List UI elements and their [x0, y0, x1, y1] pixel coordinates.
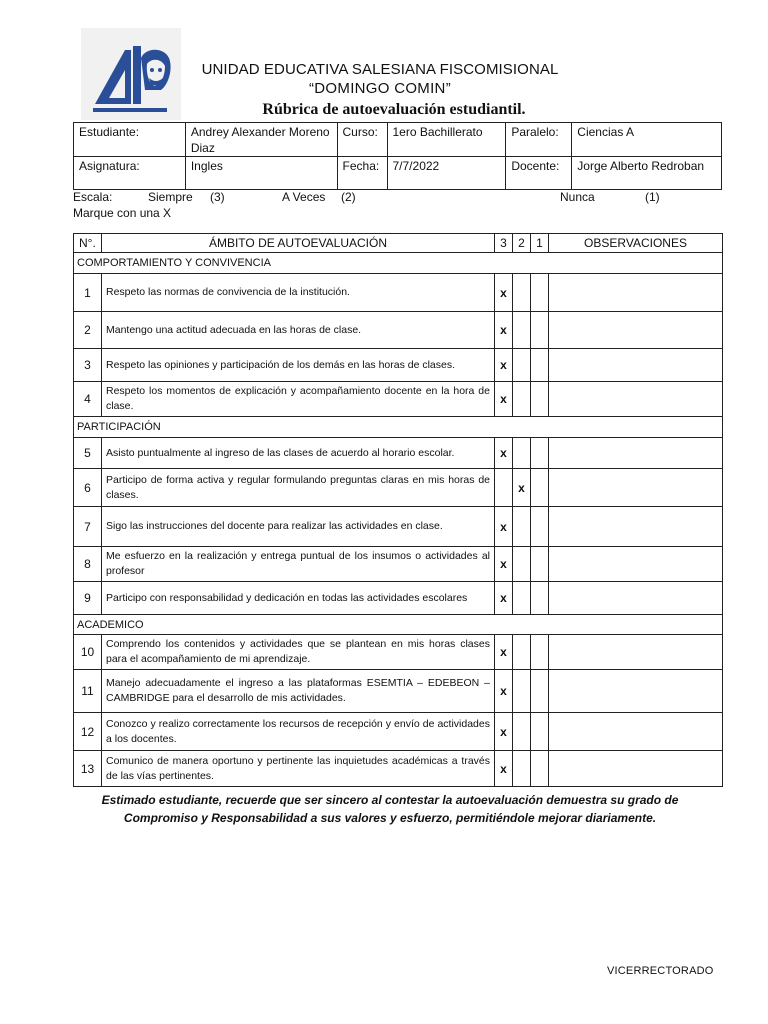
- observation-cell[interactable]: [549, 507, 723, 547]
- scale-instruction: Marque con una X: [73, 206, 172, 220]
- rubric-table: [73, 233, 723, 787]
- curso-value: 1ero Bachillerato: [387, 123, 506, 157]
- observation-cell[interactable]: [549, 274, 723, 312]
- mark-col-1[interactable]: [531, 469, 549, 507]
- mark-col-2[interactable]: [513, 274, 531, 312]
- mark-col-1[interactable]: [531, 713, 549, 751]
- item-statement: Participo con responsabilidad y dedicación en todas las actividades escolares: [102, 582, 495, 615]
- school-subname: “DOMINGO COMIN”: [309, 80, 451, 97]
- scale-aveces-value: (2): [341, 190, 356, 204]
- paralelo-value: Ciencias A: [572, 123, 722, 157]
- mark-col-3[interactable]: x: [495, 312, 513, 349]
- header-col-1: 1: [531, 234, 549, 253]
- header-observaciones: OBSERVACIONES: [549, 234, 723, 253]
- item-statement: Sigo las instrucciones del docente para realizar las actividades en clase.: [102, 507, 495, 547]
- mark-col-3[interactable]: x: [495, 751, 513, 787]
- mark-col-2[interactable]: x: [513, 469, 531, 507]
- item-statement: Respeto las normas de convivencia de la institución.: [102, 274, 495, 312]
- asignatura-label: Asignatura:: [74, 157, 186, 190]
- item-statement: Comprendo los contenidos y actividades que se plantean en mis horas clases para el acompañamiento de mi aprendizaje.: [102, 635, 495, 670]
- scale-aveces: A Veces: [282, 190, 326, 204]
- mark-col-3[interactable]: x: [495, 670, 513, 713]
- mark-col-3[interactable]: x: [495, 507, 513, 547]
- item-number: 13: [74, 751, 102, 787]
- rubric-row: [74, 507, 723, 547]
- item-number: 4: [74, 382, 102, 417]
- header-col-2: 2: [513, 234, 531, 253]
- scale-nunca-value: (1): [645, 190, 660, 204]
- item-number: 5: [74, 438, 102, 469]
- rubric-row: [74, 670, 723, 713]
- mark-col-1[interactable]: [531, 582, 549, 615]
- mark-col-1[interactable]: [531, 751, 549, 787]
- mark-col-1[interactable]: [531, 382, 549, 417]
- mark-col-3[interactable]: x: [495, 438, 513, 469]
- rubric-row: [74, 635, 723, 670]
- mark-col-1[interactable]: [531, 438, 549, 469]
- mark-col-3[interactable]: x: [495, 349, 513, 382]
- mark-col-2[interactable]: [513, 547, 531, 582]
- item-statement: Respeto las opiniones y participación de los demás en las horas de clases.: [102, 349, 495, 382]
- scale-siempre-value: (3): [210, 190, 225, 204]
- closing-note: [60, 791, 720, 827]
- rubric-row: [74, 382, 723, 417]
- mark-col-1[interactable]: [531, 312, 549, 349]
- observation-cell[interactable]: [549, 469, 723, 507]
- mark-col-2[interactable]: [513, 312, 531, 349]
- mark-col-1[interactable]: [531, 274, 549, 312]
- mark-col-3[interactable]: x: [495, 713, 513, 751]
- observation-cell[interactable]: [549, 382, 723, 417]
- scale-siempre: Siempre: [148, 190, 193, 204]
- item-number: 6: [74, 469, 102, 507]
- mark-col-2[interactable]: [513, 751, 531, 787]
- section-row: [74, 615, 723, 635]
- section-title: ACADEMICO: [74, 615, 723, 635]
- school-name: UNIDAD EDUCATIVA SALESIANA FISCOMISIONAL: [201, 61, 559, 78]
- observation-cell[interactable]: [549, 547, 723, 582]
- observation-cell[interactable]: [549, 751, 723, 787]
- observation-cell[interactable]: [549, 713, 723, 751]
- header-num: N°.: [74, 234, 102, 253]
- rubric-row: [74, 349, 723, 382]
- asignatura-value: Ingles: [185, 157, 337, 190]
- info-row: [74, 123, 722, 157]
- mark-col-3[interactable]: x: [495, 547, 513, 582]
- rubric-header-row: [74, 234, 723, 253]
- rubric-row: [74, 713, 723, 751]
- scale-nunca: Nunca: [560, 190, 595, 204]
- section-row: [74, 253, 723, 274]
- mark-col-3[interactable]: [495, 469, 513, 507]
- item-statement: Participo de forma activa y regular formulando preguntas claras en mis horas de clases.: [102, 469, 495, 507]
- info-row: [74, 157, 722, 190]
- closing-note-line-2: Compromiso y Responsabilidad a sus valores y esfuerzo, permitiéndole mejorar diariamente.: [123, 811, 657, 825]
- rubric-row: [74, 274, 723, 312]
- mark-col-2[interactable]: [513, 349, 531, 382]
- section-row: [74, 417, 723, 438]
- paralelo-label: Paralelo:: [506, 123, 572, 157]
- section-title: PARTICIPACIÓN: [74, 417, 723, 438]
- rubric-row: [74, 582, 723, 615]
- item-number: 1: [74, 274, 102, 312]
- mark-col-3[interactable]: x: [495, 382, 513, 417]
- mark-col-2[interactable]: [513, 582, 531, 615]
- observation-cell[interactable]: [549, 438, 723, 469]
- item-number: 12: [74, 713, 102, 751]
- mark-col-2[interactable]: [513, 438, 531, 469]
- closing-note-line-1: Estimado estudiante, recuerde que ser sincero al contestar la autoevaluación demuestra su grado de: [101, 793, 679, 807]
- docente-label: Docente:: [506, 157, 572, 190]
- item-statement: Comunico de manera oportuno y pertinente las inquietudes académicas a través de las vías pertinentes.: [102, 751, 495, 787]
- item-statement: Me esfuerzo en la realización y entrega puntual de los insumos o actividades al profesor: [102, 547, 495, 582]
- mark-col-2[interactable]: [513, 507, 531, 547]
- header-col-3: 3: [495, 234, 513, 253]
- item-number: 10: [74, 635, 102, 670]
- mark-col-1[interactable]: [531, 635, 549, 670]
- mark-col-2[interactable]: [513, 713, 531, 751]
- mark-col-1[interactable]: [531, 670, 549, 713]
- item-statement: Mantengo una actitud adecuada en las horas de clase.: [102, 312, 495, 349]
- mark-col-1[interactable]: [531, 547, 549, 582]
- item-statement: Manejo adecuadamente el ingreso a las plataformas ESEMTIA – EDEBEON – CAMBRIDGE para el desarrollo de mis actividades.: [102, 670, 495, 713]
- item-number: 11: [74, 670, 102, 713]
- mark-col-1[interactable]: [531, 349, 549, 382]
- rubric-row: [74, 438, 723, 469]
- page-title: Rúbrica de autoevaluación estudiantil.: [262, 101, 526, 118]
- rubric-row: [74, 547, 723, 582]
- rubric-row: [74, 469, 723, 507]
- mark-col-3[interactable]: x: [495, 274, 513, 312]
- section-title: COMPORTAMIENTO Y CONVIVENCIA: [74, 253, 723, 274]
- fecha-label: Fecha:: [337, 157, 387, 190]
- rubric-row: [74, 751, 723, 787]
- mark-col-2[interactable]: [513, 635, 531, 670]
- item-number: 9: [74, 582, 102, 615]
- mark-col-3[interactable]: x: [495, 582, 513, 615]
- mark-col-3[interactable]: x: [495, 635, 513, 670]
- item-statement: Respeto los momentos de explicación y acompañamiento docente en la hora de clase.: [102, 382, 495, 417]
- mark-col-2[interactable]: [513, 670, 531, 713]
- item-statement: Conozco y realizo correctamente los recursos de recepción y envío de actividades a los docentes.: [102, 713, 495, 751]
- rubric-row: [74, 312, 723, 349]
- item-number: 2: [74, 312, 102, 349]
- observation-cell[interactable]: [549, 582, 723, 615]
- docente-value: Jorge Alberto Redroban: [572, 157, 722, 190]
- scale-label: Escala:: [73, 190, 113, 204]
- estudiante-value: Andrey Alexander Moreno Diaz: [185, 123, 337, 157]
- item-number: 8: [74, 547, 102, 582]
- observation-cell[interactable]: [549, 349, 723, 382]
- item-number: 7: [74, 507, 102, 547]
- estudiante-label: Estudiante:: [74, 123, 186, 157]
- observation-cell[interactable]: [549, 670, 723, 713]
- observation-cell[interactable]: [549, 312, 723, 349]
- signature-label: VICERRECTORADO: [607, 965, 714, 977]
- curso-label: Curso:: [337, 123, 387, 157]
- item-number: 3: [74, 349, 102, 382]
- mark-col-1[interactable]: [531, 507, 549, 547]
- header-ambito: ÁMBITO DE AUTOEVALUACIÓN: [102, 234, 495, 253]
- observation-cell[interactable]: [549, 635, 723, 670]
- student-info-table: [73, 122, 722, 190]
- item-statement: Asisto puntualmente al ingreso de las clases de acuerdo al horario escolar.: [102, 438, 495, 469]
- mark-col-2[interactable]: [513, 382, 531, 417]
- fecha-value: 7/7/2022: [387, 157, 506, 190]
